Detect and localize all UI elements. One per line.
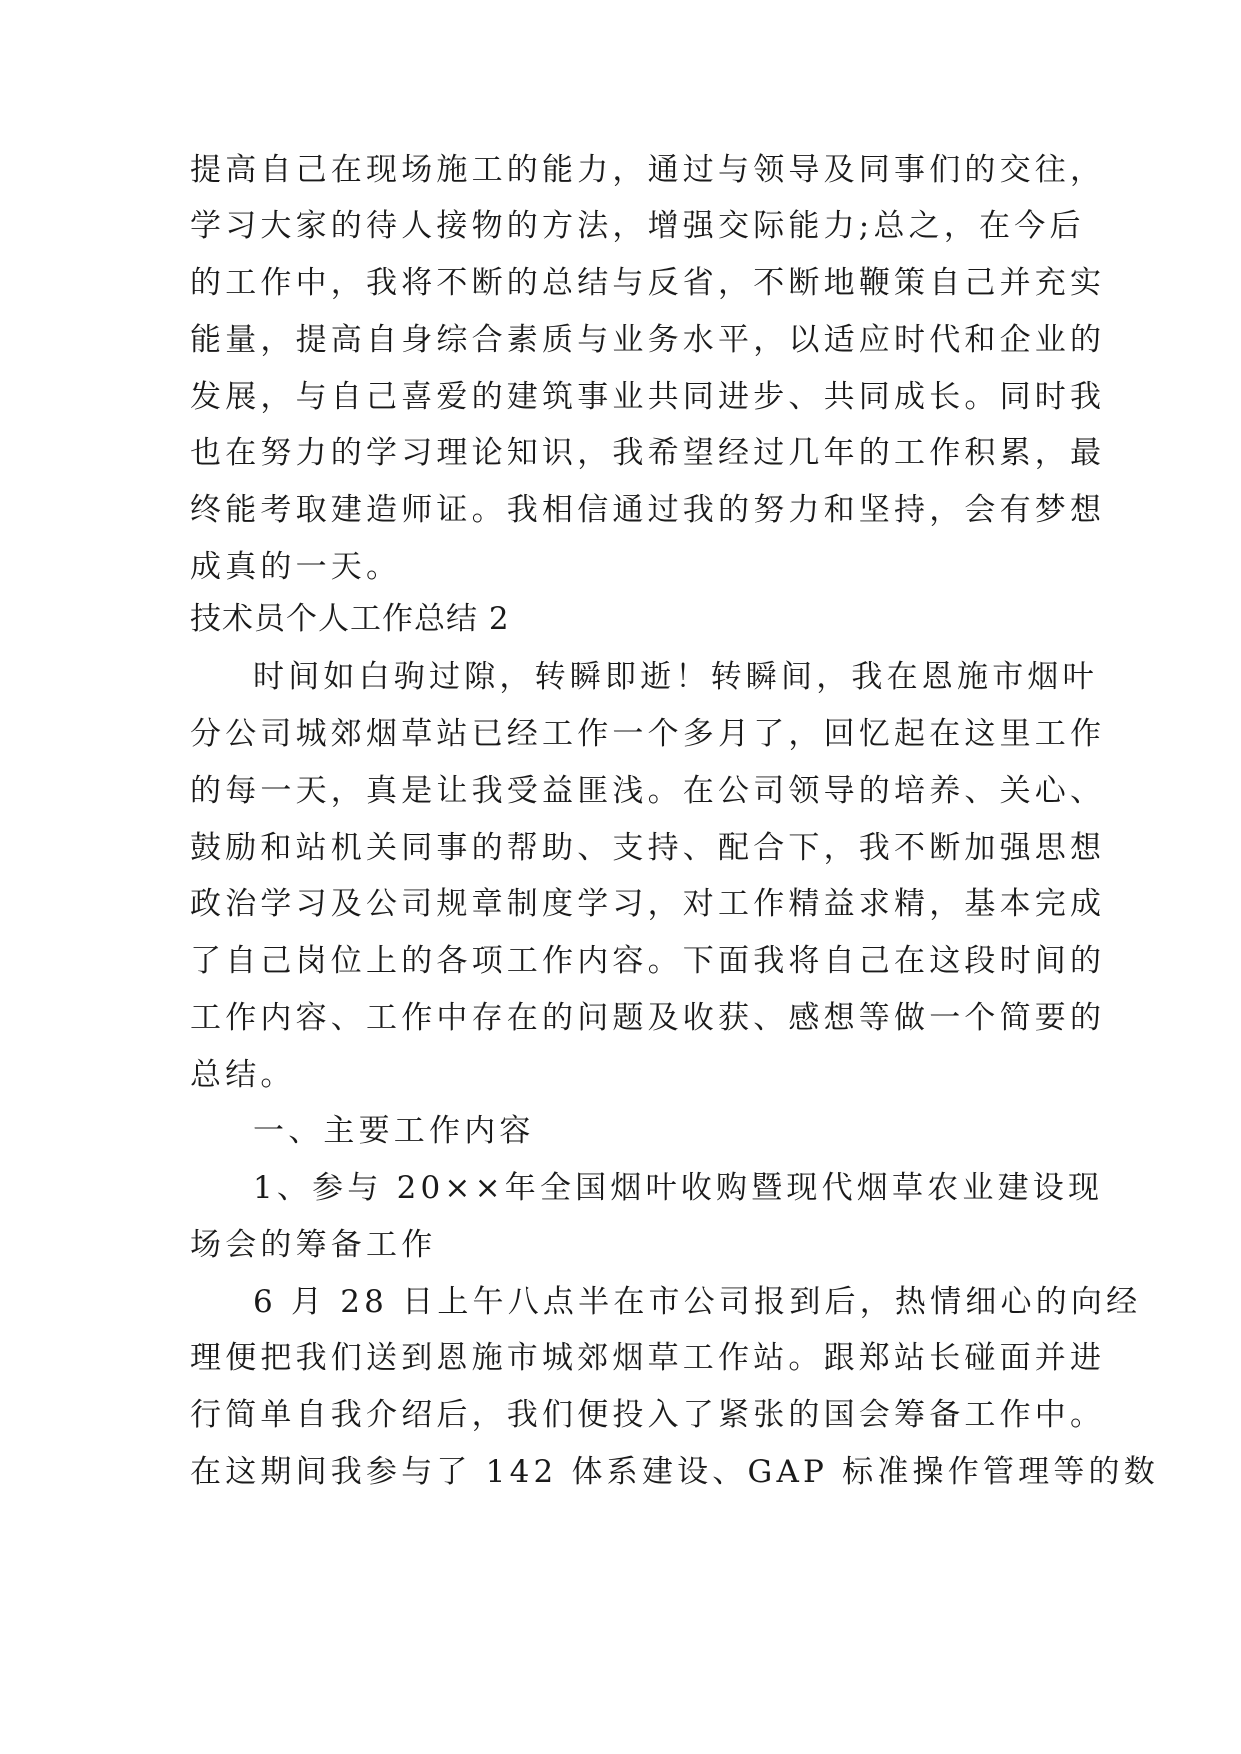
- paragraph-line: 行简单自我介绍后，我们便投入了紧张的国会筹备工作中。: [190, 1397, 1106, 1433]
- paragraph-line: 鼓励和站机关同事的帮助、支持、配合下，我不断加强思想: [190, 830, 1106, 866]
- paragraph-line: 1、参与 20××年全国烟叶收购暨现代烟草农业建设现: [253, 1170, 1104, 1206]
- paragraph-line: 的工作中，我将不断的总结与反省，不断地鞭策自己并充实: [190, 265, 1106, 301]
- paragraph-line: 学习大家的待人接物的方法，增强交际能力;总之，在今后: [190, 208, 1085, 244]
- paragraph-line: 提高自己在现场施工的能力，通过与领导及同事们的交往，: [190, 152, 1106, 188]
- paragraph-line: 也在努力的学习理论知识，我希望经过几年的工作积累，最: [190, 435, 1106, 471]
- paragraph-line: 理便把我们送到恩施市城郊烟草工作站。跟郑站长碰面并进: [190, 1340, 1106, 1376]
- paragraph-line: 的每一天，真是让我受益匪浅。在公司领导的培养、关心、: [190, 773, 1106, 809]
- paragraph-line: 分公司城郊烟草站已经工作一个多月了，回忆起在这里工作: [190, 716, 1106, 752]
- paragraph-line: 时间如白驹过隙，转瞬即逝！转瞬间，我在恩施市烟叶: [253, 659, 1098, 695]
- paragraph-line: 发展，与自己喜爱的建筑事业共同进步、共同成长。同时我: [190, 379, 1106, 415]
- paragraph-line: 终能考取建造师证。我相信通过我的努力和坚持，会有梦想: [190, 492, 1106, 528]
- paragraph-line: 在这期间我参与了 142 体系建设、GAP 标准操作管理等的数: [190, 1454, 1159, 1490]
- paragraph-line: 工作内容、工作中存在的问题及收获、感想等做一个简要的: [190, 1000, 1106, 1036]
- paragraph-line: 成真的一天。: [190, 549, 402, 585]
- paragraph-line: 6 月 28 日上午八点半在市公司报到后，热情细心的向经: [253, 1284, 1142, 1320]
- paragraph-line: 政治学习及公司规章制度学习，对工作精益求精，基本完成: [190, 886, 1106, 922]
- section-heading: 技术员个人工作总结 2: [190, 601, 510, 637]
- paragraph-line: 场会的筹备工作: [190, 1227, 437, 1263]
- paragraph-line: 能量，提高自身综合素质与业务水平，以适应时代和企业的: [190, 322, 1106, 358]
- subsection-heading: 一、主要工作内容: [253, 1113, 535, 1149]
- paragraph-line: 了自己岗位上的各项工作内容。下面我将自己在这段时间的: [190, 943, 1106, 979]
- paragraph-line: 总结。: [190, 1057, 296, 1093]
